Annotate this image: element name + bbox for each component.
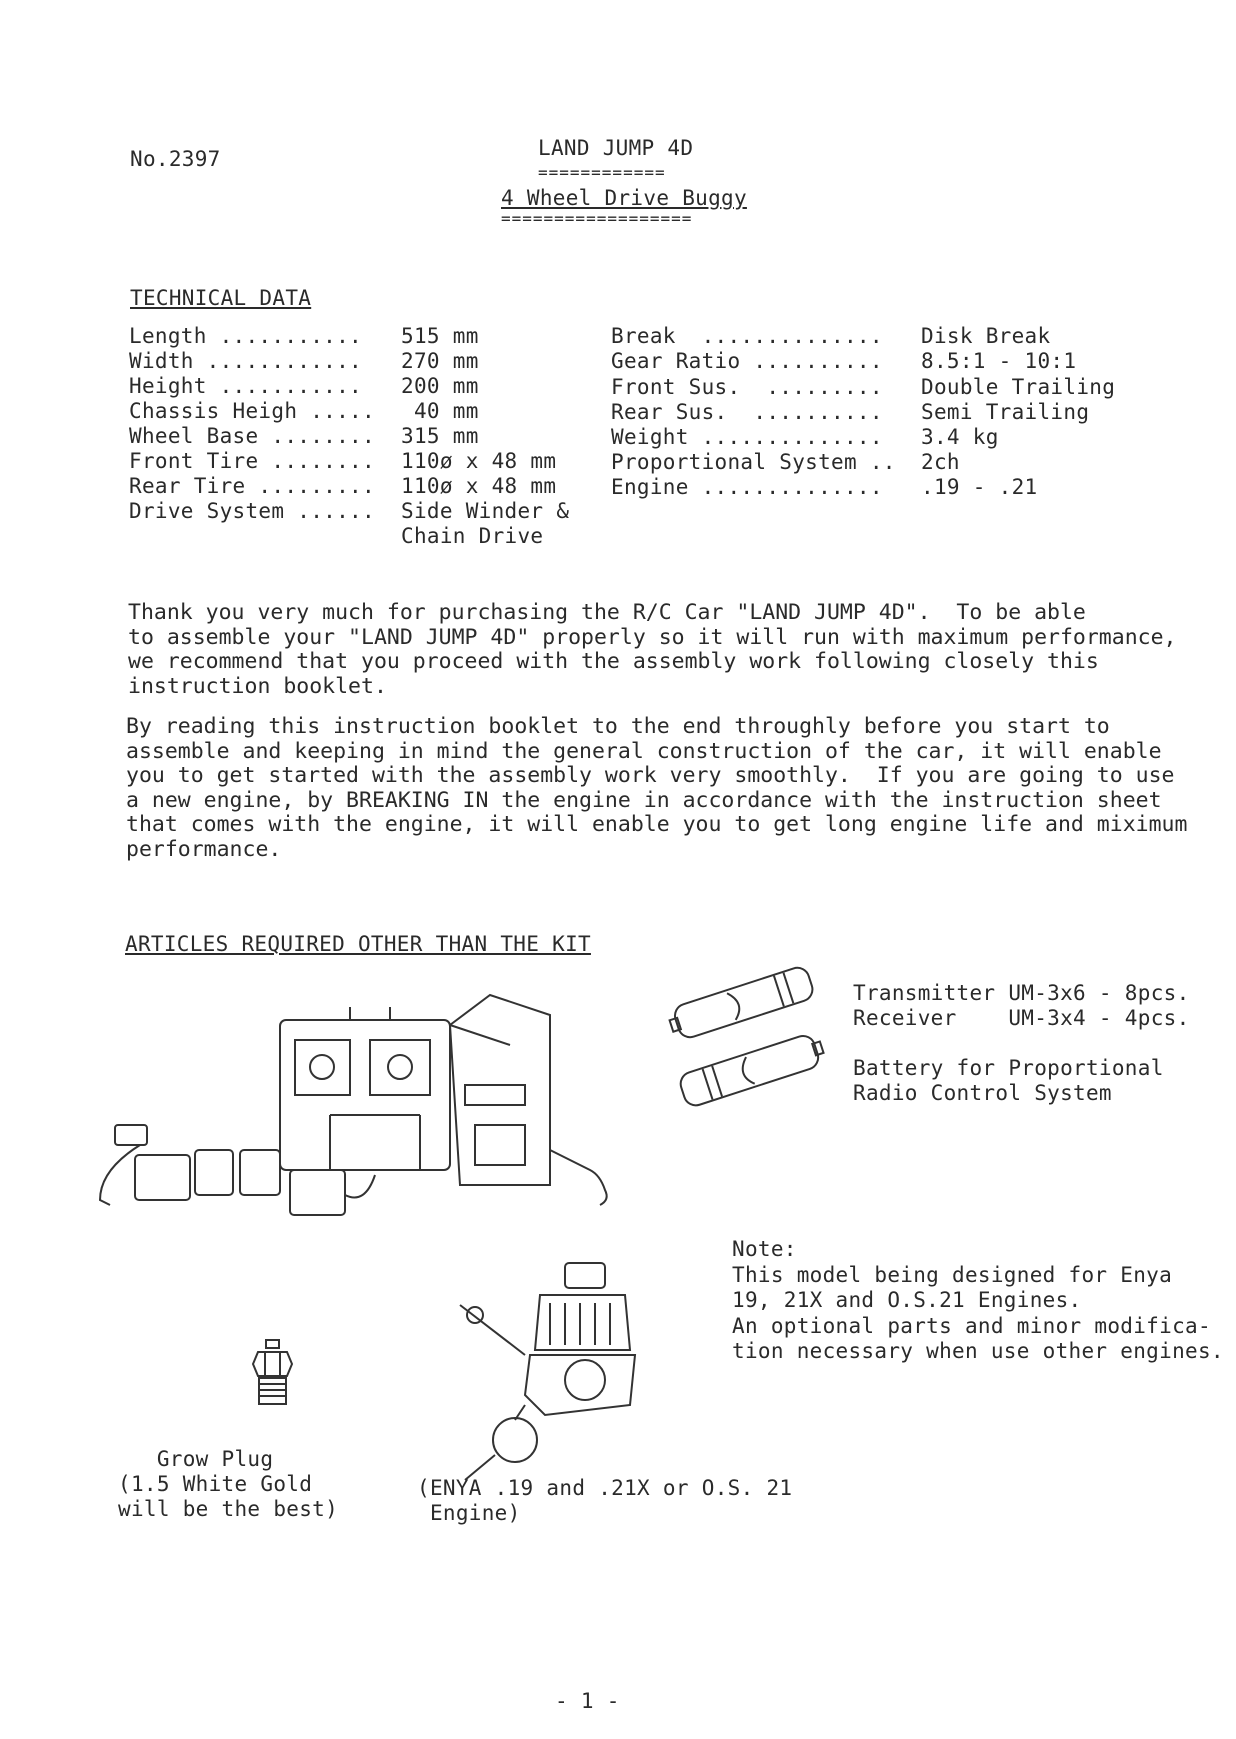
intro-paragraph-1: Thank you very much for purchasing the R/C Car "LAND JUMP 4D". To be able to assemble your "LAND JUMP 4D" properly so it will run with maximum performance, we recommend that you proceed with the assembly work following closely this instruction booklet.	[128, 600, 1177, 699]
page-number: - 1 -	[555, 1689, 620, 1713]
spec-value: 110ø x 48 mm	[401, 474, 557, 498]
battery-illustration	[665, 960, 830, 1120]
glow-plug-caption: Grow Plug (1.5 White Gold will be the best)	[118, 1447, 339, 1521]
spec-value-continued: Chain Drive	[401, 524, 544, 548]
spec-label: Drive System ......	[129, 499, 375, 523]
battery-caption: Battery for Proportional Radio Control System	[853, 1056, 1164, 1105]
spec-label: Width ............	[129, 349, 362, 373]
spec-value: 40 mm	[401, 399, 479, 423]
subtitle-double-rule: ==================	[501, 209, 693, 228]
engine-illustration	[455, 1255, 665, 1485]
spec-value: 2ch	[921, 450, 960, 474]
title-double-rule: ============	[538, 163, 666, 182]
document-number: No.2397	[130, 147, 221, 171]
spec-label: Length ...........	[129, 324, 362, 348]
spec-value: Double Trailing	[921, 375, 1116, 399]
spec-value: .19 - .21	[921, 475, 1038, 499]
spec-value: 270 mm	[401, 349, 479, 373]
document-title: LAND JUMP 4D	[538, 136, 694, 160]
spec-value: 110ø x 48 mm	[401, 449, 557, 473]
document-subtitle: 4 Wheel Drive Buggy	[501, 186, 747, 210]
radio-control-system-illustration	[90, 985, 660, 1235]
engine-note: Note: This model being designed for Enya 19, 21X and O.S.21 Engines. An optional parts and minor modifica- tion necessary when use other engines.	[732, 1237, 1224, 1363]
spec-value: 200 mm	[401, 374, 479, 398]
spec-label: Wheel Base ........	[129, 424, 375, 448]
articles-heading: ARTICLES REQUIRED OTHER THAN THE KIT	[125, 932, 591, 956]
spec-label: Front Tire ........	[129, 449, 375, 473]
spec-value: 3.4 kg	[921, 425, 999, 449]
spec-value: 8.5:1 - 10:1	[921, 349, 1077, 373]
glow-plug-icon	[250, 1338, 295, 1413]
engine-caption: (ENYA .19 and .21X or O.S. 21 Engine)	[417, 1476, 793, 1525]
technical-data-heading: TECHNICAL DATA	[130, 286, 312, 310]
spec-label: Weight ..............	[611, 425, 883, 449]
spec-label: Rear Tire .........	[129, 474, 375, 498]
spec-label: Front Sus. .........	[611, 375, 883, 399]
spec-value: 315 mm	[401, 424, 479, 448]
spec-label: Break ..............	[611, 324, 883, 348]
spec-label: Height ...........	[129, 374, 362, 398]
spec-value: 515 mm	[401, 324, 479, 348]
intro-paragraph-2: By reading this instruction booklet to the end throughly before you start to assemble and keeping in mind the general construction of the car, it will enable you to get started with the assembly work very smoothly. If you are going to use a new engine, by BREAKING IN the engine in accordance with the instruction sheet that comes with the engine, it will enable you to get long engine life and miximum performance.	[126, 714, 1188, 862]
battery-requirements: Transmitter UM-3x6 - 8pcs. Receiver UM-3x4 - 4pcs.	[853, 981, 1190, 1030]
spec-label: Engine ..............	[611, 475, 883, 499]
spec-value: Semi Trailing	[921, 400, 1090, 424]
spec-value: Disk Break	[921, 324, 1051, 348]
spec-label: Proportional System ..	[611, 450, 896, 474]
spec-value: Side Winder &	[401, 499, 570, 523]
spec-label: Gear Ratio ..........	[611, 349, 883, 373]
spec-label: Chassis Heigh .....	[129, 399, 375, 423]
spec-label: Rear Sus. ..........	[611, 400, 883, 424]
